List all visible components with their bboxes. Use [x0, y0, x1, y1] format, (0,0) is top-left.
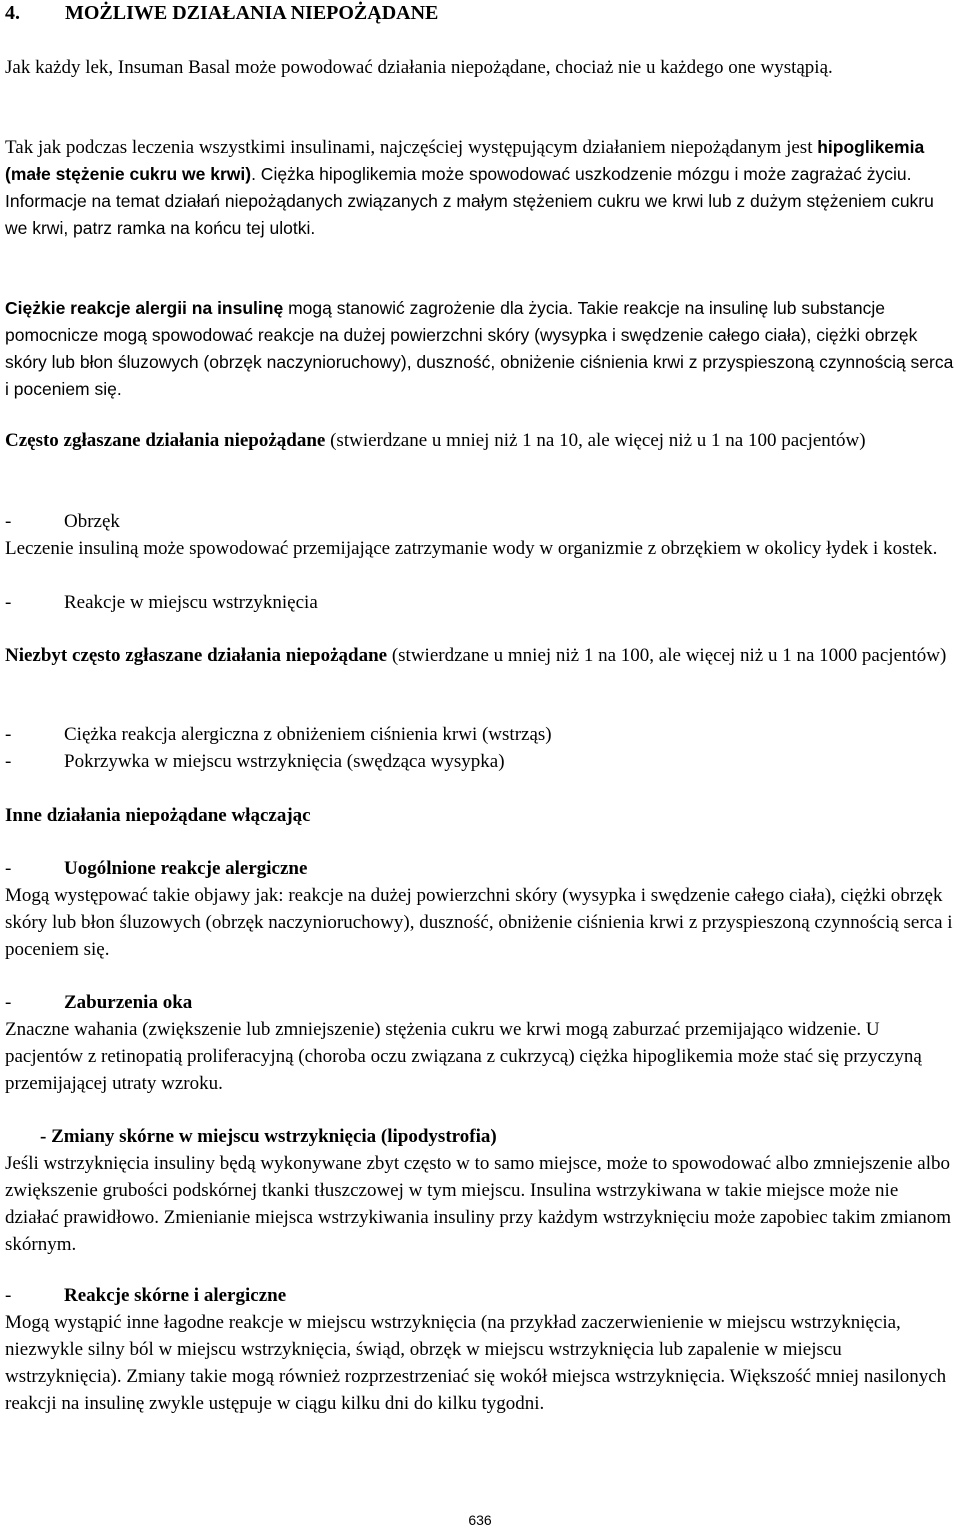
list-item-urticaria: - Pokrzywka w miejscu wstrzyknięcia (swędząca wysypka) — [5, 751, 505, 772]
skin-reactions-description: Mogą wystąpić inne łagodne reakcje w miejscu wstrzyknięcia (na przykład zaczerwienienie w miejscu wstrzyknięcia, niezwykle silny ból w miejscu wstrzyknięcia, świąd, obrzęk w miejscu wstrzyknięcia lub zapalenie w miejscu wstrzyknięcia). Zmiany takie mogą również rozprzestrzeniać się wokół miejsca wstrzyknięcia. Większość mniej nasilonych reakcji na insulinę zwykle ustępuje w ciągu kilku dni do kilku tygodni. — [5, 1312, 947, 1414]
section-title: MOŻLIWE DZIAŁANIA NIEPOŻĄDANE — [65, 2, 439, 24]
list-item-edema: - Obrzęk — [5, 511, 120, 532]
list-item-injection-site: - Reakcje w miejscu wstrzyknięcia — [5, 592, 318, 613]
hypoglycemia-term: hipoglikemia (małe stężenie cukru we krwi) — [5, 137, 925, 184]
list-item-skin-reactions: - Reakcje skórne i alergiczne — [5, 1285, 287, 1306]
list-item-lipodystrophy: - Zmiany skórne w miejscu wstrzyknięcia (lipodystrofia) — [40, 1126, 497, 1147]
section-number: 4. — [5, 2, 20, 24]
allergy-term: Ciężkie reakcje alergii na insulinę — [5, 298, 284, 318]
document-page — [5, 0, 955, 1523]
other-effects-heading: Inne działania niepożądane włączając — [5, 805, 311, 826]
eye-disorders-description: Znaczne wahania (zwiększenie lub zmniejszenie) stężenia cukru we krwi mogą zaburzać przemijająco widzenie. U pacjentów z retinopatią proliferacyjną (choroba oczu związana z cukrzycą) ciężka hipoglikemia może stać się przyczyną przemijającej utraty wzroku. — [5, 1019, 922, 1094]
list-item-eye-disorders: - Zaburzenia oka — [5, 992, 193, 1013]
section-heading — [5, 0, 955, 27]
lipodystrophy-description: Jeśli wstrzyknięcia insuliny będą wykonywane zbyt często w to samo miejsce, może to spowodować albo zmniejszenie albo zwiększenie grubości podskórnej tkanki tłuszczowej w tym miejscu. Insulina wstrzykiwana w takie miejsce może nie działać prawidłowo. Zmienianie miejsca wstrzykiwania insuliny przy każdym wstrzyknięciu może zapobiec takim zmianom skórnym. — [5, 1153, 951, 1255]
intro-paragraph: Jak każdy lek, Insuman Basal może powodować działania niepożądane, chociaż nie u każdego one wystąpią. — [5, 57, 833, 78]
edema-description: Leczenie insuliną może spowodować przemijające zatrzymanie wody w organizmie z obrzękiem w okolicy łydek i kostek. — [5, 538, 938, 559]
list-item-generalized-allergy: - Uogólnione reakcje alergiczne — [5, 858, 308, 879]
common-effects-heading: Często zgłaszane działania niepożądane (stwierdzane u mniej niż 1 na 10, ale więcej niż u 1 na 100 pacjentów) — [5, 430, 866, 451]
page-number: 636 — [468, 1512, 492, 1528]
uncommon-effects-heading: Niezbyt często zgłaszane działania niepożądane (stwierdzane u mniej niż 1 na 100, ale więcej niż u 1 na 1000 pacjentów) — [5, 645, 947, 666]
list-item-shock: - Ciężka reakcja alergiczna z obniżeniem ciśnienia krwi (wstrząs) — [5, 724, 552, 745]
hypoglycemia-paragraph: Tak jak podczas leczenia wszystkimi insulinami, najczęściej występującym działaniem niepożądanym jest hipoglikemia (małe stężenie cukru we krwi). Ciężka hipoglikemia może spowodować uszkodzenie mózgu i może zagrażać życiu. Informacje na temat działań niepożądanych związanych z małym stężeniem cukru we krwi lub z dużym stężeniem cukru we krwi, patrz ramka na końcu tej ulotki. — [5, 137, 934, 238]
generalized-allergy-description: Mogą występować takie objawy jak: reakcje na dużej powierzchni skóry (wysypka i swędzenie całego ciała), ciężki obrzęk skóry lub błon śluzowych (obrzęk naczynioruchowy), duszność, obniżenie ciśnienia krwi z przyspieszoną czynnością serca i poceniem się. — [5, 885, 953, 960]
allergy-paragraph: Ciężkie reakcje alergii na insulinę mogą stanowić zagrożenie dla życia. Takie reakcje na insulinę lub substancje pomocnicze mogą spowodować reakcje na dużej powierzchni skóry (wysypka i swędzenie całego ciała), ciężki obrzęk skóry lub błon śluzowych (obrzęk naczynioruchowy), duszność, obniżenie ciśnienia krwi z przyspieszoną czynnością serca i poceniem się. — [5, 298, 954, 399]
